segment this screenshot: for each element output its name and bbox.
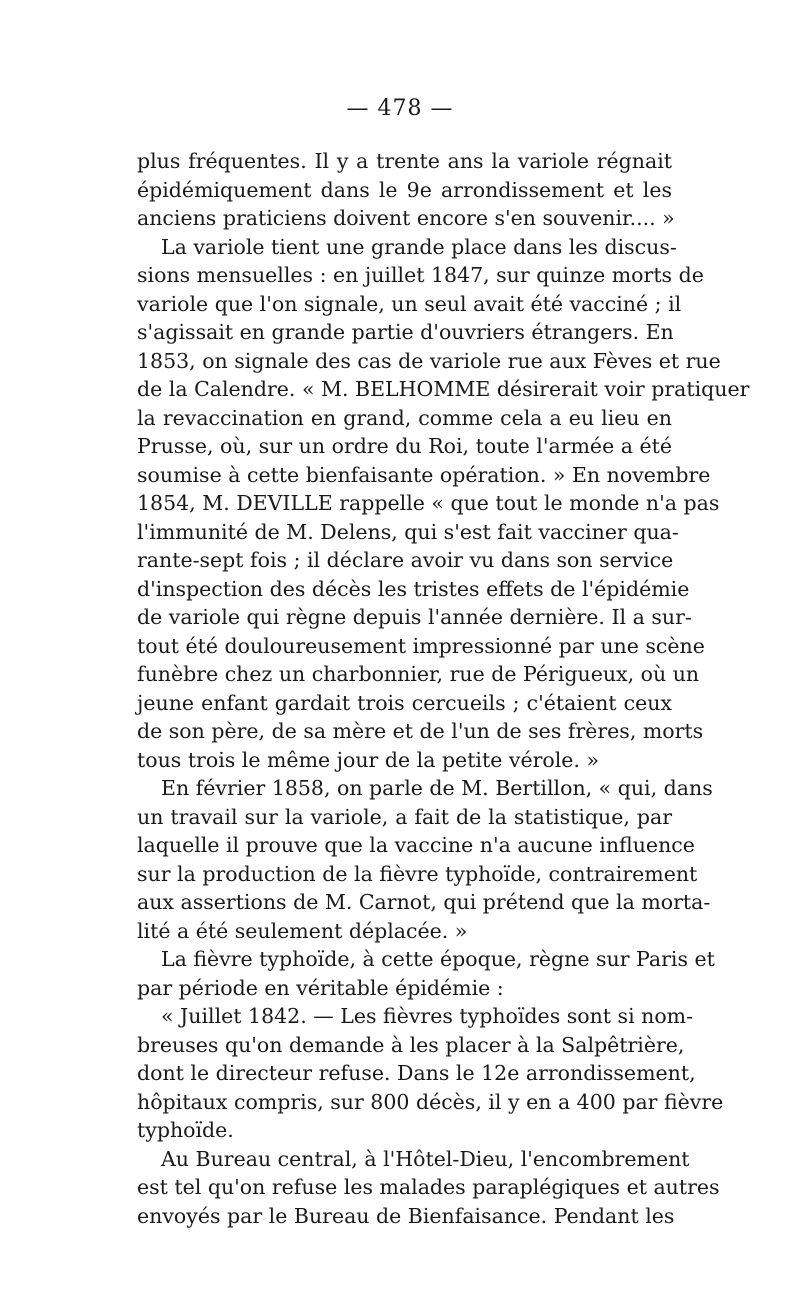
text-line: lité a été seulement déplacée. » — [137, 918, 468, 943]
text-line: plus fréquentes. Il y a trente ans la variole régnait — [137, 149, 672, 173]
text-line: d'inspection des décès les tristes effets de l'épidémie — [137, 576, 690, 601]
text-line: sions mensuelles : en juillet 1847, sur quinze morts de — [137, 263, 704, 287]
text-line: la revaccination en grand, comme cela a eu lieu en — [137, 405, 672, 430]
text-line: hôpitaux compris, sur 800 décès, il y en a 400 par fièvre — [137, 1089, 724, 1114]
text-line: Prusse, où, sur un ordre du Roi, toute l'armée a été — [137, 434, 672, 458]
text-line: dont le directeur refuse. Dans le 12e arrondissement, — [137, 1061, 696, 1085]
text-line: Au Bureau central, à l'Hôtel-Dieu, l'encombrement — [161, 1146, 690, 1171]
text-line: est tel qu'on refuse les malades paraplégiques et autres — [137, 1175, 720, 1199]
text-line: 1853, on signale des cas de variole rue aux Fèves et rue — [137, 348, 721, 373]
text-line: de son père, de sa mère et de l'un de ses frères, morts — [137, 719, 704, 743]
text-line: épidémiquement dans le 9e arrondissement et les — [137, 177, 672, 202]
text-line: tout été douloureusement impressionné par une scène — [137, 633, 705, 658]
text-line: laquelle il prouve que la vaccine n'a aucune influence — [137, 833, 695, 857]
text-line: tous trois le même jour de la petite vérole. » — [137, 747, 599, 772]
text-line: rante-sept fois ; il déclare avoir vu dans son service — [137, 548, 674, 572]
text-line: funèbre chez un charbonnier, rue de Périgueux, où un — [137, 662, 700, 686]
text-line: La variole tient une grande place dans les discus- — [161, 234, 677, 259]
text-line: s'agissait en grande partie d'ouvriers étrangers. En — [137, 320, 674, 344]
text-line: sur la production de la fièvre typhoïde, contrairement — [137, 861, 698, 886]
text-line: variole que l'on signale, un seul avait été vacciné ; il — [137, 291, 682, 316]
text-line: anciens praticiens doivent encore s'en souvenir.... » — [137, 206, 675, 230]
text-line: aux assertions de M. Carnot, qui prétend que la morta- — [137, 890, 711, 914]
text-line: jeune enfant gardait trois cercueils ; c'étaient ceux — [137, 690, 672, 715]
text-line: « Juillet 1842. — Les fièvres typhoïdes sont si nom- — [161, 1004, 694, 1028]
text-line: de la Calendre. « M. BELHOMME désirerait voir pratiquer — [137, 377, 750, 401]
text-line: soumise à cette bienfaisante opération. » En novembre — [137, 462, 711, 487]
text-line: typhoïde. — [137, 1118, 234, 1142]
text-line: 1854, M. DEVILLE rappelle « que tout le monde n'a pas — [137, 491, 720, 515]
page-number: — 478 — — [346, 96, 454, 121]
text-line: envoyés par le Bureau de Bienfaisance. Pendant les — [137, 1203, 675, 1228]
text-line: par période en véritable épidémie : — [137, 975, 504, 1000]
text-line: En février 1858, on parle de M. Bertillon, « qui, dans — [161, 776, 713, 800]
text-line: de variole qui règne depuis l'année dernière. Il a sur- — [137, 605, 692, 629]
text-line: un travail sur la variole, a fait de la statistique, par — [137, 804, 672, 829]
text-line: breuses qu'on demande à les placer à la Salpêtrière, — [137, 1032, 685, 1057]
text-line: l'immunité de M. Delens, qui s'est fait vacciner qua- — [137, 519, 679, 544]
body-text — [137, 147, 750, 1230]
text-line: La fièvre typhoïde, à cette époque, règne sur Paris et — [161, 947, 715, 971]
